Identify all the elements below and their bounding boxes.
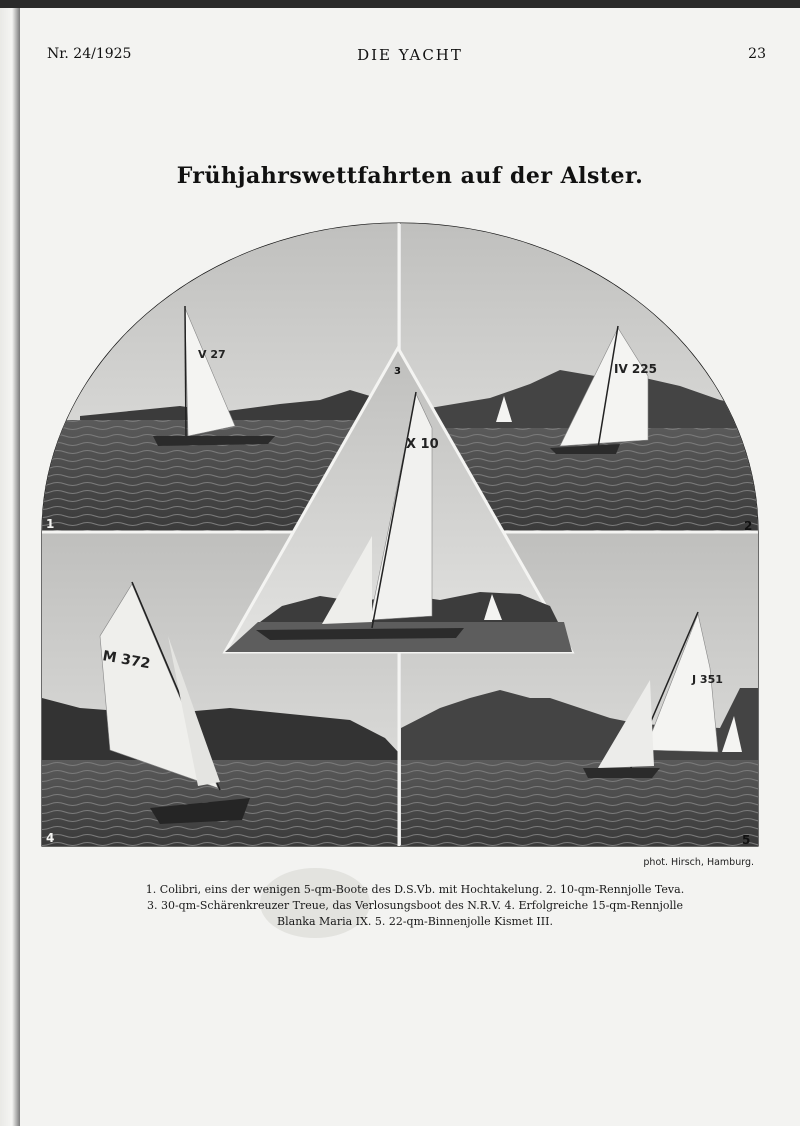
sail-number-2: IV 225 [614, 362, 657, 376]
photo-collage [20, 8, 800, 868]
sail-number-4: M 372 [101, 648, 152, 673]
page-number: 23 [748, 46, 766, 62]
book-spine-edge [0, 8, 20, 1126]
photo-number-1: 1 [46, 517, 55, 531]
photo-number-3: 3 [394, 366, 401, 377]
magazine-page [20, 8, 800, 1126]
caption-line: 3. 30-qm-Schärenkreuzer Treue, das Verlosungsboot des N.R.V. 4. Erfolgreiche 15-qm-Rennjolle [146, 899, 684, 912]
caption-line: 1. Colibri, eins der wenigen 5-qm-Boote des D.S.Vb. mit Hochtakelung. 2. 10-qm-Rennjolle Teva. [145, 883, 685, 896]
photo-number-4: 4 [46, 831, 55, 845]
photo-credit: phot. Hirsch, Hamburg. [643, 857, 754, 868]
page-title: Frühjahrswettfahrten auf der Alster. [176, 163, 644, 189]
figure-caption [130, 882, 700, 930]
magazine-name: DIE YACHT [357, 46, 463, 64]
photo-number-5: 5 [742, 833, 751, 847]
sail-number-3: X 10 [406, 437, 439, 452]
issue-number: Nr. 24/1925 [47, 46, 132, 62]
caption-line: Blanka Maria IX. 5. 22-qm-Binnenjolle Kismet III. [277, 915, 553, 928]
sail-number-1: V 27 [198, 348, 226, 361]
photo-number-2: 2 [744, 519, 753, 533]
sail-number-5: J 351 [692, 673, 723, 686]
